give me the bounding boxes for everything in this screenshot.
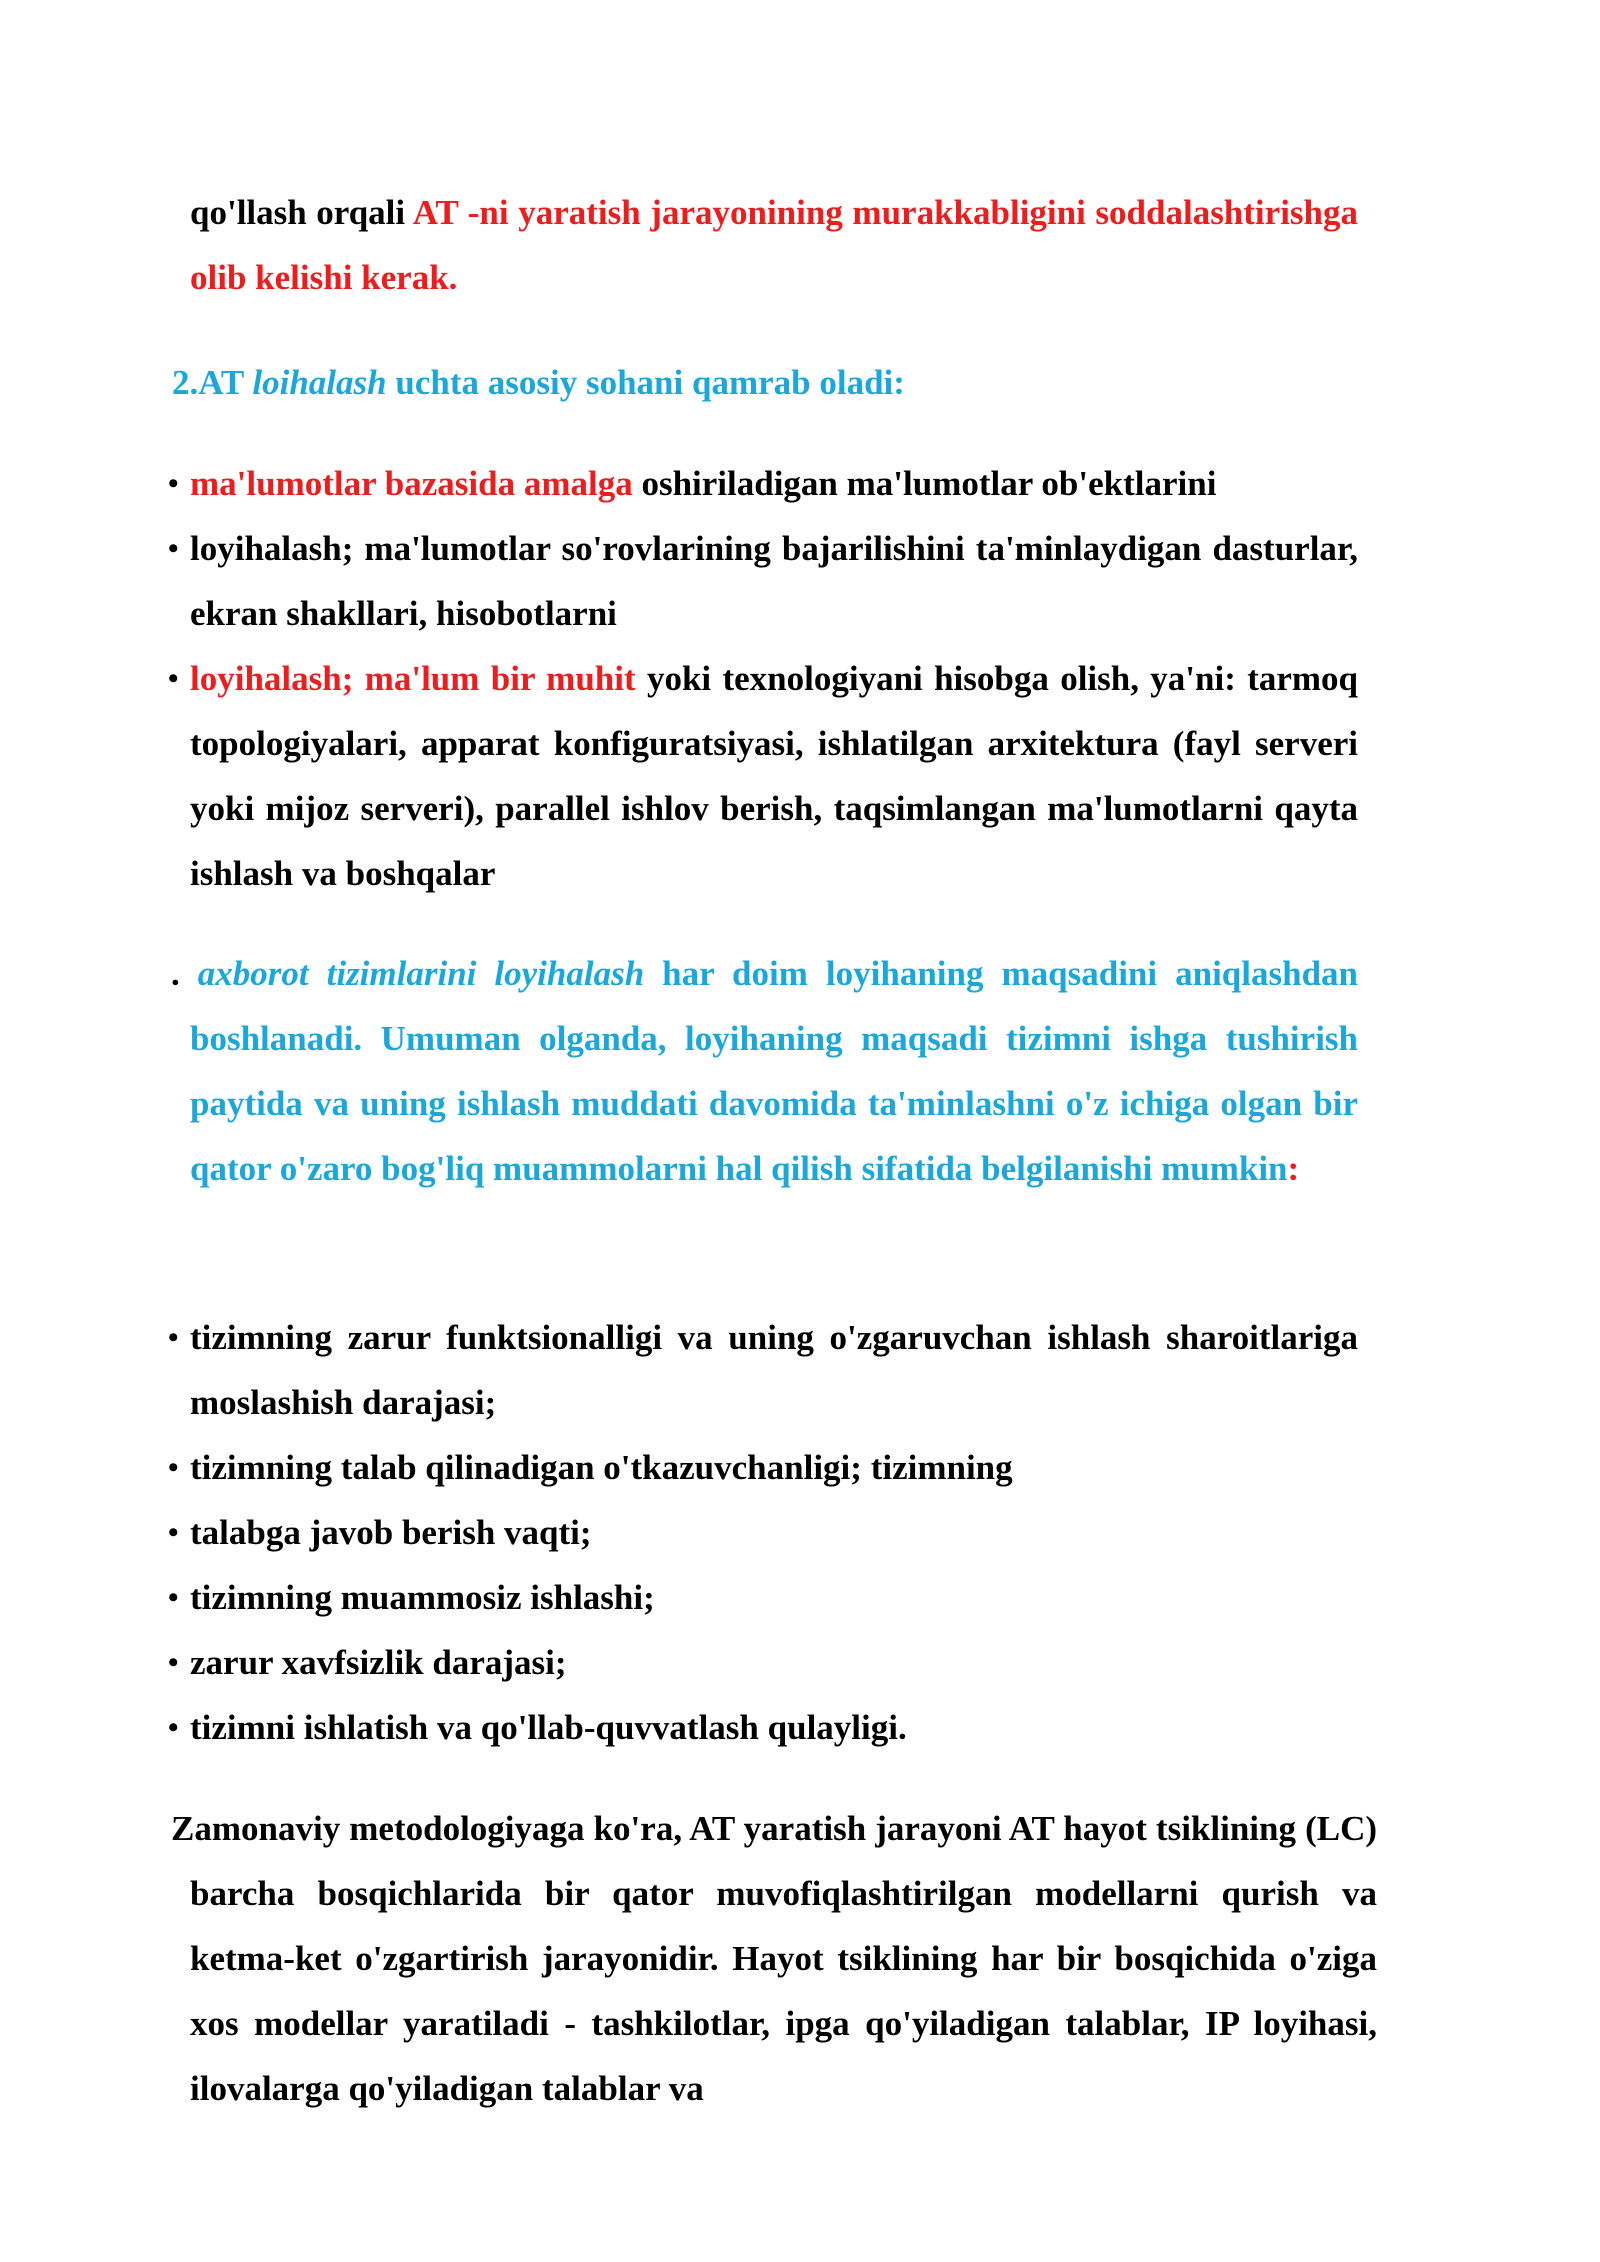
list-item-text: yoki texnologiyani hisobga olish, ya'ni: tarmoq topologiyalari, apparat konfiguratsiyasi, ishlatilgan arxitektura (fayl serveri yoki mijoz serveri), parallel ishlov berish, taqsimlangan ma'lumotlarni qayta ishlash va boshqalar (190, 659, 1358, 893)
list-item-text: tizimning zarur funktsionalligi va uning o'zgaruvchan ishlash sharoitlariga moslashish darajasi; (190, 1318, 1358, 1422)
list-item (168, 516, 1358, 646)
bullet-icon: • (168, 1646, 179, 1679)
list-item (168, 646, 1358, 906)
list-item-text: tizimni ishlatish va qo'llab-quvvatlash qulayligi. (190, 1708, 907, 1747)
list-item-text: loyihalash; ma'lumotlar so'rovlarining bajarilishini ta'minlaydigan dasturlar, ekran shakllari, hisobotlarni (190, 529, 1358, 633)
list-item-text: talabga javob berish vaqti; (190, 1513, 592, 1552)
list-item-text: tizimning muammosiz ishlashi; (190, 1578, 655, 1617)
heading-rest: uchta asosiy sohani qamrab oladi: (386, 363, 905, 402)
goal-paragraph (171, 941, 1358, 1201)
heading-number: 2.AT (172, 363, 253, 402)
bullet-icon: • (168, 662, 179, 695)
section-heading (172, 350, 1340, 415)
goal-colon: : (1287, 1149, 1300, 1188)
list-item-text: zarur xavfsizlik darajasi; (190, 1643, 567, 1682)
paragraph-dot: . (171, 954, 198, 993)
bullet-icon: • (168, 467, 179, 500)
goal-text: har doim loyihaning maqsadini aniqlashdan boshlanadi. Umuman olganda, loyihaning maqsadi tizimni ishga tushirish paytida va uning ishlash muddati davomida ta'minlashni o'z ichiga olgan bir qator o'zaro bog'liq muammolarni hal qilish sifatida belgilanishi mumkin (190, 954, 1359, 1188)
requirements-list (168, 1305, 1358, 1760)
intro-text-black: qo'llash orqali (190, 193, 413, 232)
closing-paragraph: Zamonaviy metodologiyaga ko'ra, AT yaratish jarayoni AT hayot tsiklining (LC) barcha bosqichlarida bir qator muvofiqlashtirilgan modellarni qurish va ketma-ket o'zgartirish jarayonidir. Hayot tsiklining har bir bosqichida o'ziga xos modellar yaratiladi - tashkilotlar, ipga qo'yiladigan talablar, IP loyihasi, ilovalarga qo'yiladigan talablar va (171, 1809, 1377, 2108)
bullet-icon: • (168, 1711, 179, 1744)
bullet-icon: • (168, 1581, 179, 1614)
list-item (168, 1695, 1358, 1760)
bullet-icon: • (168, 532, 179, 565)
list-item (168, 1565, 1358, 1630)
list-item-red-text: ma'lumotlar bazasida amalga (190, 464, 633, 503)
goal-italic: axborot tizimlarini loyihalash (197, 954, 645, 993)
bullet-icon: • (168, 1321, 179, 1354)
bullet-icon: • (168, 1516, 179, 1549)
list-item-text: oshiriladigan ma'lumotlar ob'ektlarini (632, 464, 1217, 503)
design-areas-list (168, 451, 1358, 906)
bullet-icon: • (168, 1451, 179, 1484)
list-item (168, 451, 1358, 516)
list-item-red-text: loyihalash; ma'lum bir muhit (190, 659, 636, 698)
intro-paragraph (190, 180, 1358, 310)
list-item (168, 1305, 1358, 1435)
list-item (168, 1630, 1358, 1695)
intro-text-red: AT -ni yaratish jarayonining murakkabligini soddalashtirishga olib kelishi kerak. (190, 193, 1359, 297)
list-item-text: tizimning talab qilinadigan o'tkazuvchanligi; tizimning (190, 1448, 1013, 1487)
list-item (168, 1435, 1358, 1500)
list-item (168, 1500, 1358, 1565)
heading-italic: loihalash (252, 363, 387, 402)
